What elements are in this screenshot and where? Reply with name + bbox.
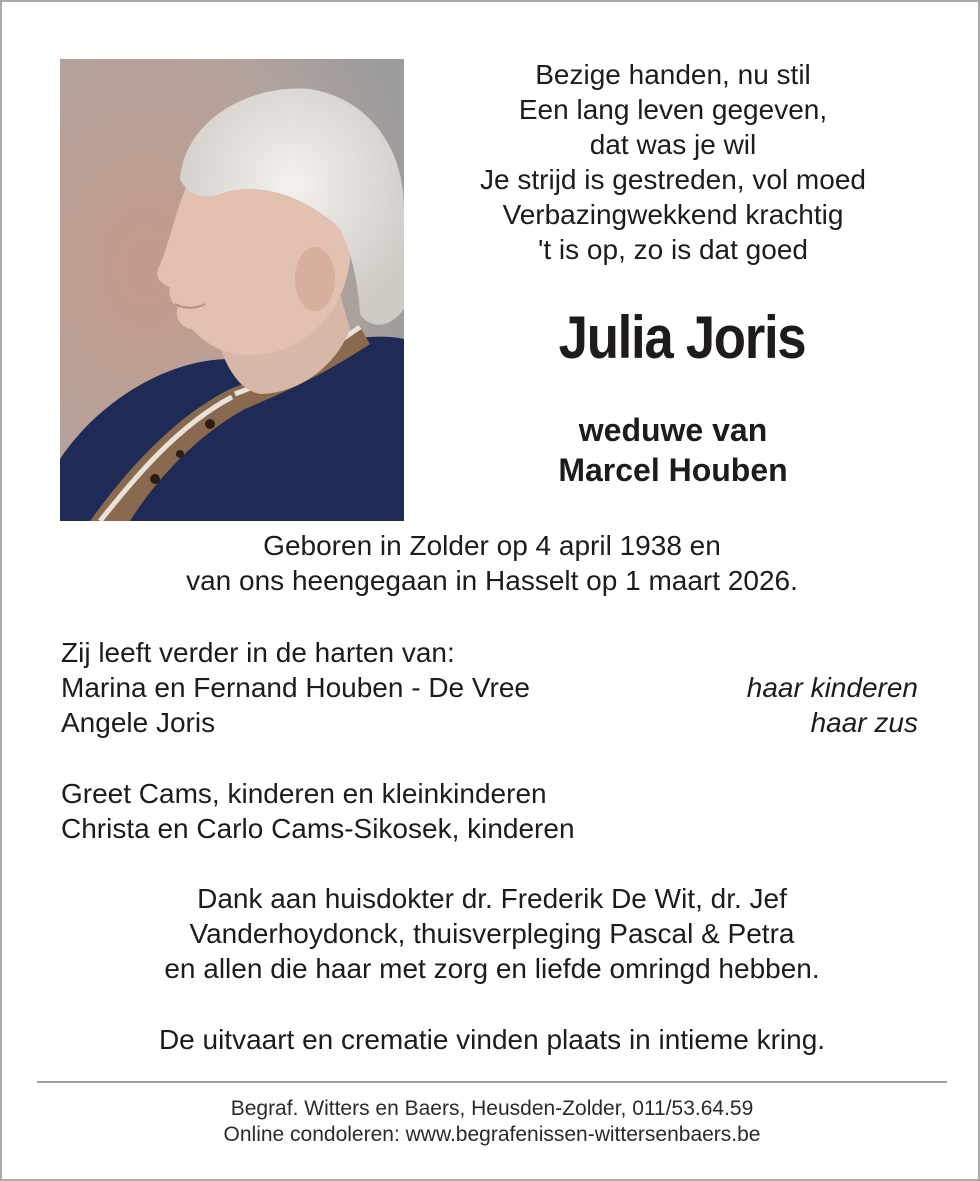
poem-line: dat was je wil: [589, 129, 757, 160]
family-row: [61, 705, 918, 740]
thanks-line: Vanderhoydonck, thuisverpleging Pascal & Petra: [189, 918, 795, 949]
spacer: [61, 740, 918, 776]
birth-line: Geboren in Zolder op 4 april 1938 en: [263, 530, 721, 561]
poem-line: Je strijd is gestreden, vol moed: [480, 164, 866, 195]
thanks-line: en allen die haar met zorg en liefde omringd hebben.: [164, 953, 820, 984]
portrait-photo: [60, 59, 404, 521]
condolence-link[interactable]: Online condoleren: www.begrafenissen-wittersenbaers.be: [223, 1123, 761, 1146]
thanks-line: Dank aan huisdokter dr. Frederik De Wit, dr. Jef: [197, 883, 787, 914]
survivors-list: [61, 635, 918, 846]
divider: [37, 1081, 947, 1083]
funeral-notice: De uitvaart en crematie vinden plaats in intieme kring.: [158, 1024, 826, 1055]
deceased-name: Julia Joris: [558, 304, 806, 371]
family-relation: haar zus: [810, 707, 918, 738]
poem: [422, 57, 924, 267]
other-survivor: Christa en Carlo Cams-Sikosek, kinderen: [61, 813, 575, 844]
poem-line: Een lang leven gegeven,: [518, 94, 828, 125]
funeral-home-footer: [2, 1096, 980, 1148]
widow-label: weduwe van: [578, 412, 768, 448]
widow-of: [422, 410, 924, 490]
family-name: Marina en Fernand Houben - De Vree: [61, 672, 530, 703]
poem-line: 't is op, zo is dat goed: [538, 234, 808, 265]
portrait-illustration: [60, 59, 404, 521]
other-survivor: Greet Cams, kinderen en kleinkinderen: [61, 778, 547, 809]
family-row: [61, 670, 918, 705]
family-relation: haar kinderen: [746, 672, 918, 703]
thanks-message: [2, 881, 980, 986]
survivors-intro: Zij leeft verder in de harten van:: [61, 637, 455, 668]
spouse-name: Marcel Houben: [558, 452, 788, 488]
poem-line: Verbazingwekkend krachtig: [502, 199, 844, 230]
birth-death-info: [2, 528, 980, 598]
poem-line: Bezige handen, nu stil: [535, 59, 811, 90]
funeral-home-contact: Begraf. Witters en Baers, Heusden-Zolder, 011/53.64.59: [230, 1097, 754, 1120]
death-line: van ons heengegaan in Hasselt op 1 maart 2026.: [186, 565, 798, 596]
family-name: Angele Joris: [61, 707, 216, 738]
